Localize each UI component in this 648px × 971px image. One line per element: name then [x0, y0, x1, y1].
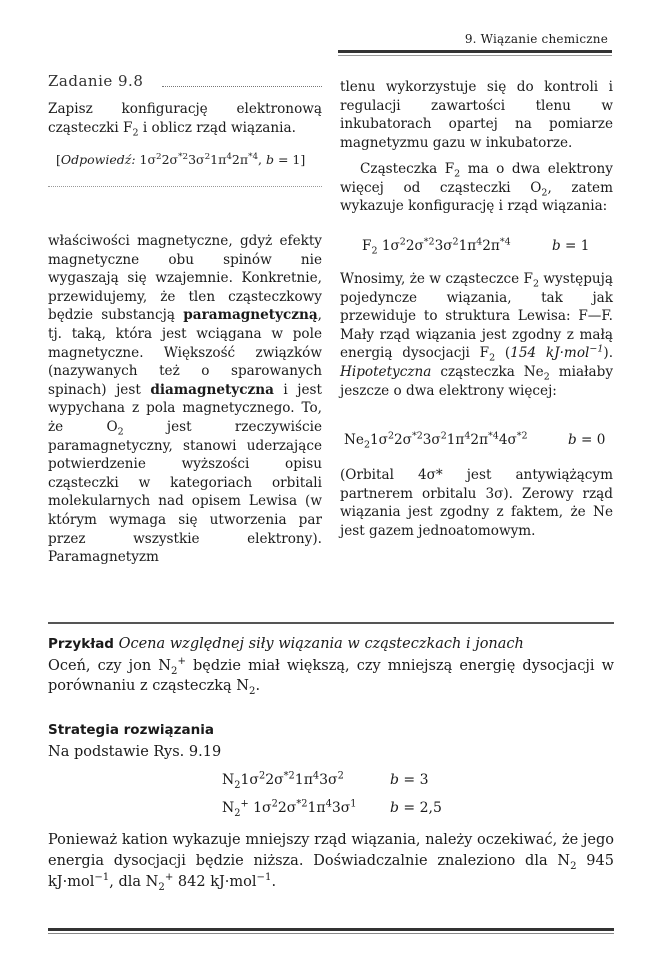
formula-ne2-bond-order: b = 0: [568, 432, 606, 448]
running-header: 9. Wiązanie chemiczne: [464, 32, 608, 46]
example-body: Oceń, czy jon $N_2^+$ będzie miał większą, czy mniejszą energię dysocjacji w porównaniu z cząsteczką $N_2$.: [48, 656, 615, 697]
strategy-heading: Strategia rozwiązania: [48, 722, 214, 738]
formula-ne2-configuration: $Ne_21\sigma^22\sigma^{*2}3\sigma^21\pi^42\pi^{*4}4\sigma^{*2}$: [344, 430, 528, 451]
left-paragraph: właściwości magnetyczne, gdyż efekty magnetyczne obu spinów nie wygaszają się wzajemnie. Konkretnie, przewidujemy, że tlen cząsteczkowy będzie substancją paramagnetyczną, tj. taką, która jest wciągana w pole magnetyczne. Większość związków (nazywanych też o sparowanych spinach) jest diamagnetyczna i jest wypychana z pola magnetycznego. To, że $O_2$ jest rzeczywiście paramagnetyczny, stanowi uderzające potwierdzenie wyższości opisu cząsteczki w kategoriach orbitali molekularnych nad opisem Lewisa (w którym wymaga się utworzenia par przez wszystkie elektrony). Paramagnetyzm: [48, 233, 322, 566]
header-rule: [338, 50, 612, 53]
example-conclusion: Ponieważ kation wykazuje mniejszy rząd wiązania, należy oczekiwać, że jego energia dysocjacji będzie niższa. Doświadczalnie znaleziono dla $N_2$ 945 kJ·mol$^{-1}$, dla $N_2^+$ 842 kJ·mol$^{-1}$.: [48, 832, 614, 893]
equation-n2-plus-bond-order: b = 2,5: [390, 800, 442, 816]
equation-n2-bond-order: b = 3: [390, 772, 429, 788]
exercise-bottom-dots: [48, 186, 322, 187]
exercise-answer: [Odpowiedź: $1\sigma^22\sigma^{*2}3\sigma^21\pi^42\pi^{*4}$, b = 1]: [56, 151, 306, 167]
example-heading: [48, 636, 524, 652]
bottom-rule-thin: [48, 933, 614, 934]
right-paragraph-3: Wnosimy, że w cząsteczce $F_2$ występują pojedyncze wiązania, tak jak przewiduje to struktura Lewisa: F—F. Mały rząd wiązania jest zgodny z małą energią dysocjacji $F_2$ (154 kJ·mol$^{-1}$). Hipotetyczna cząsteczka $Ne_2$ miałaby jeszcze o dwa elektrony więcej:: [340, 271, 614, 399]
example-title: Ocena względnej siły wiązania w cząsteczkach i jonach: [118, 636, 524, 652]
example-top-rule: [48, 622, 614, 624]
right-paragraph-1: tlenu wykorzystuje się do kontroli i regulacji zawartości tlenu w inkubatorach opartej na pomiarze magnetyzmu gazu w inkubatorze.: [340, 79, 613, 151]
exercise-title-dots: [162, 86, 322, 87]
exercise-body: Zapisz konfigurację elektronową cząsteczki $F_2$ i oblicz rząd wiązania.: [48, 101, 322, 139]
right-paragraph-4: (Orbital 4σ* jest antywiążącym partnerem orbitalu 3σ). Zerowy rząd wiązania jest zgodny z faktem, że Ne jest gazem jednoatomowym.: [340, 467, 613, 539]
equation-n2-plus: $N_2^+$ $1\sigma^22\sigma^{*2}1\pi^43\sigma^1$: [222, 798, 357, 819]
example-label: Przykład: [48, 636, 114, 652]
formula-f2-bond-order: b = 1: [552, 238, 590, 254]
equation-n2: $N_21\sigma^22\sigma^{*2}1\pi^43\sigma^2$: [222, 770, 344, 791]
strategy-text: Na podstawie Rys. 9.19: [48, 744, 222, 760]
exercise-title: Zadanie 9.8: [48, 72, 144, 90]
bottom-rule: [48, 928, 614, 931]
right-paragraph-2: Cząsteczka $F_2$ ma o dwa elektrony więcej od cząsteczki $O_2$, zatem wykazuje konfigurację i rząd wiązania:: [340, 161, 613, 215]
header-rule-thin: [338, 55, 612, 56]
formula-f2-configuration: $F_2$ $1\sigma^22\sigma^{*2}3\sigma^21\pi^42\pi^{*4}$: [362, 236, 511, 257]
